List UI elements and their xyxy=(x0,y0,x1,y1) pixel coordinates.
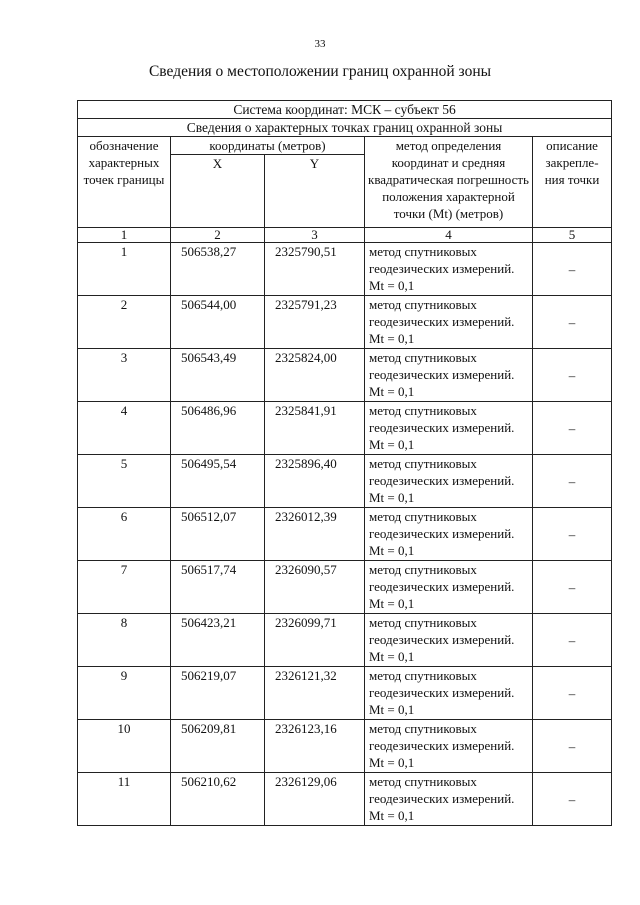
method-cell: метод спутниковых геодезических измерений. Mt = 0,1 xyxy=(365,773,533,826)
y-coordinate-cell: 2325791,23 xyxy=(265,296,365,349)
x-coordinate-cell: 506544,00 xyxy=(171,296,265,349)
y-coordinate-cell: 2326012,39 xyxy=(265,508,365,561)
x-coordinate-cell: 506543,49 xyxy=(171,349,265,402)
y-coordinate-cell: 2325824,00 xyxy=(265,349,365,402)
y-coordinate-cell: 2325790,51 xyxy=(265,243,365,296)
point-designation-cell: 1 xyxy=(78,243,171,296)
x-coordinate-cell: 506209,81 xyxy=(171,720,265,773)
description-cell: – xyxy=(533,561,612,614)
description-cell: – xyxy=(533,720,612,773)
point-designation-cell: 3 xyxy=(78,349,171,402)
page-number: 33 xyxy=(314,38,326,50)
x-coordinate-cell: 506486,96 xyxy=(171,402,265,455)
y-coordinate-cell: 2325896,40 xyxy=(265,455,365,508)
method-cell: метод спутниковых геодезических измерений. Mt = 0,1 xyxy=(365,720,533,773)
table-row xyxy=(78,614,612,667)
point-designation-cell: 11 xyxy=(78,773,171,826)
boundary-points-table xyxy=(77,100,612,826)
header-description: описание закрепле-ния точки xyxy=(533,137,612,228)
point-designation-cell: 8 xyxy=(78,614,171,667)
point-designation-cell: 7 xyxy=(78,561,171,614)
column-numbers-row xyxy=(78,228,612,243)
description-cell: – xyxy=(533,455,612,508)
table-row xyxy=(78,508,612,561)
document-title: Сведения о местоположении границ охранной зоны xyxy=(148,63,492,80)
point-designation-cell: 9 xyxy=(78,667,171,720)
description-cell: – xyxy=(533,243,612,296)
column-number-cell: 4 xyxy=(365,228,533,243)
y-coordinate-cell: 2326121,32 xyxy=(265,667,365,720)
description-cell: – xyxy=(533,667,612,720)
column-number-cell: 1 xyxy=(78,228,171,243)
table-subtitle: Сведения о характерных точках границ охранной зоны xyxy=(78,119,612,137)
point-designation-cell: 4 xyxy=(78,402,171,455)
coordinate-system-header: Система координат: МСК – субъект 56 xyxy=(78,101,612,119)
header-designation: обозначение характерных точек границы xyxy=(78,137,171,228)
method-cell: метод спутниковых геодезических измерений. Mt = 0,1 xyxy=(365,243,533,296)
description-cell: – xyxy=(533,402,612,455)
column-number-cell: 3 xyxy=(265,228,365,243)
column-number-cell: 2 xyxy=(171,228,265,243)
table-row xyxy=(78,296,612,349)
table-row xyxy=(78,243,612,296)
x-coordinate-cell: 506512,07 xyxy=(171,508,265,561)
description-cell: – xyxy=(533,614,612,667)
x-coordinate-cell: 506538,27 xyxy=(171,243,265,296)
table-row xyxy=(78,720,612,773)
method-cell: метод спутниковых геодезических измерений. Mt = 0,1 xyxy=(365,349,533,402)
method-cell: метод спутниковых геодезических измерений. Mt = 0,1 xyxy=(365,561,533,614)
table-row xyxy=(78,455,612,508)
x-coordinate-cell: 506495,54 xyxy=(171,455,265,508)
point-designation-cell: 2 xyxy=(78,296,171,349)
description-cell: – xyxy=(533,508,612,561)
header-method: метод определения координат и средняя квадратическая погрешность положения характерной точки (Mt) (метров) xyxy=(365,137,533,228)
y-coordinate-cell: 2326090,57 xyxy=(265,561,365,614)
method-cell: метод спутниковых геодезических измерений. Mt = 0,1 xyxy=(365,455,533,508)
point-designation-cell: 6 xyxy=(78,508,171,561)
description-cell: – xyxy=(533,773,612,826)
y-coordinate-cell: 2326129,06 xyxy=(265,773,365,826)
point-designation-cell: 10 xyxy=(78,720,171,773)
description-cell: – xyxy=(533,349,612,402)
table-row xyxy=(78,561,612,614)
header-coordinates: координаты (метров) xyxy=(171,137,365,155)
table-row xyxy=(78,667,612,720)
x-coordinate-cell: 506219,07 xyxy=(171,667,265,720)
x-coordinate-cell: 506423,21 xyxy=(171,614,265,667)
method-cell: метод спутниковых геодезических измерений. Mt = 0,1 xyxy=(365,402,533,455)
column-number-cell: 5 xyxy=(533,228,612,243)
y-coordinate-cell: 2325841,91 xyxy=(265,402,365,455)
method-cell: метод спутниковых геодезических измерений. Mt = 0,1 xyxy=(365,508,533,561)
point-designation-cell: 5 xyxy=(78,455,171,508)
description-cell: – xyxy=(533,296,612,349)
header-y: Y xyxy=(265,155,365,228)
table-row xyxy=(78,773,612,826)
method-cell: метод спутниковых геодезических измерений. Mt = 0,1 xyxy=(365,667,533,720)
x-coordinate-cell: 506517,74 xyxy=(171,561,265,614)
table-row xyxy=(78,349,612,402)
header-x: X xyxy=(171,155,265,228)
method-cell: метод спутниковых геодезических измерений. Mt = 0,1 xyxy=(365,614,533,667)
table-row xyxy=(78,402,612,455)
y-coordinate-cell: 2326099,71 xyxy=(265,614,365,667)
x-coordinate-cell: 506210,62 xyxy=(171,773,265,826)
y-coordinate-cell: 2326123,16 xyxy=(265,720,365,773)
method-cell: метод спутниковых геодезических измерений. Mt = 0,1 xyxy=(365,296,533,349)
